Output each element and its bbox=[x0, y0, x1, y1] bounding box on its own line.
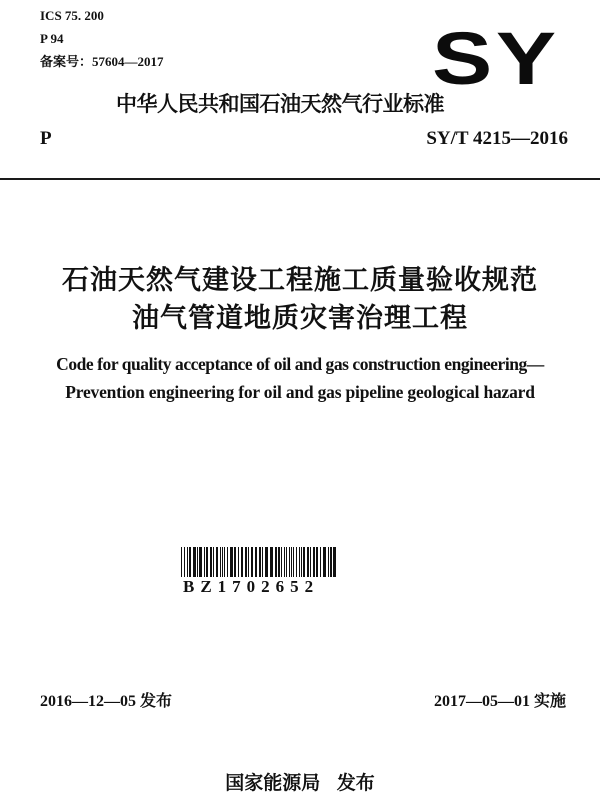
barcode-bar bbox=[303, 547, 305, 577]
barcode-bar bbox=[210, 547, 212, 577]
barcode-bar bbox=[189, 547, 191, 577]
barcode-bar bbox=[255, 547, 257, 577]
barcode-bar bbox=[333, 547, 336, 577]
barcode-bar bbox=[259, 547, 261, 577]
barcode-bar bbox=[199, 547, 202, 577]
sy-logo: SY bbox=[432, 17, 560, 100]
barcode-bar bbox=[216, 547, 218, 577]
issue-date: 2016—12—05 发布 bbox=[40, 693, 173, 710]
barcode-bar bbox=[213, 547, 214, 577]
category-mark: P bbox=[40, 128, 52, 149]
barcode-bar bbox=[187, 547, 188, 577]
barcode-bar bbox=[293, 547, 294, 577]
barcode-bar bbox=[281, 547, 282, 577]
barcode-bar bbox=[310, 547, 311, 577]
barcode-number: BZ1702652 bbox=[183, 577, 320, 596]
barcode-bar bbox=[227, 547, 228, 577]
barcode-bar bbox=[206, 547, 208, 577]
barcode-bar bbox=[278, 547, 280, 577]
barcode-bar bbox=[222, 547, 223, 577]
barcode-bar bbox=[265, 547, 268, 577]
barcode-bar bbox=[307, 547, 309, 577]
barcode-bar bbox=[323, 547, 326, 577]
barcode-bar bbox=[262, 547, 263, 577]
barcode-bar bbox=[245, 547, 247, 577]
p-code: P 94 bbox=[40, 31, 64, 46]
implementation-date: 2017—05—01 实施 bbox=[433, 693, 566, 710]
barcode-bar bbox=[301, 547, 302, 577]
standard-number: SY/T 4215—2016 bbox=[426, 128, 568, 149]
barcode-bar bbox=[238, 547, 239, 577]
barcode-bar bbox=[248, 547, 249, 577]
barcode-bar bbox=[328, 547, 329, 577]
filing-number: 备案号：57604—2017 bbox=[40, 54, 164, 69]
ics-code: ICS 75. 200 bbox=[40, 8, 104, 23]
barcode-bar bbox=[204, 547, 205, 577]
barcode-bar bbox=[291, 547, 292, 577]
barcode-bar bbox=[275, 547, 277, 577]
barcode-bar bbox=[284, 547, 285, 577]
barcode-bar bbox=[234, 547, 236, 577]
barcode-bar bbox=[220, 547, 221, 577]
title-english-line-1: Code for quality acceptance of oil and gas construction engineering— bbox=[56, 354, 544, 374]
barcode-bar bbox=[299, 547, 300, 577]
title-chinese-line-2: 油气管道地质灾害治理工程 bbox=[132, 303, 468, 334]
title-chinese-line-1: 石油天然气建设工程施工质量验收规范 bbox=[62, 265, 538, 296]
barcode-bar bbox=[181, 547, 182, 577]
industry-standard-title: 中华人民共和国石油天然气行业标准 bbox=[116, 92, 444, 116]
barcode-bar bbox=[193, 547, 196, 577]
barcode-bar bbox=[330, 547, 332, 577]
barcode-bar bbox=[286, 547, 287, 577]
barcode-bar bbox=[313, 547, 315, 577]
barcode-bar bbox=[241, 547, 243, 577]
header-divider bbox=[0, 178, 600, 180]
barcode-bar bbox=[184, 547, 185, 577]
barcode-bar bbox=[197, 547, 198, 577]
barcode-bar bbox=[230, 547, 233, 577]
barcode-bar bbox=[289, 547, 290, 577]
barcode-bar bbox=[320, 547, 321, 577]
barcode-bar bbox=[224, 547, 225, 577]
publisher: 国家能源局 发布 bbox=[225, 772, 375, 794]
barcode-bar bbox=[316, 547, 318, 577]
barcode-bar bbox=[296, 547, 297, 577]
barcode-bar bbox=[251, 547, 253, 577]
barcode-bar bbox=[270, 547, 273, 577]
title-english-line-2: Prevention engineering for oil and gas pipeline geological hazard bbox=[65, 382, 535, 402]
barcode bbox=[181, 547, 340, 577]
